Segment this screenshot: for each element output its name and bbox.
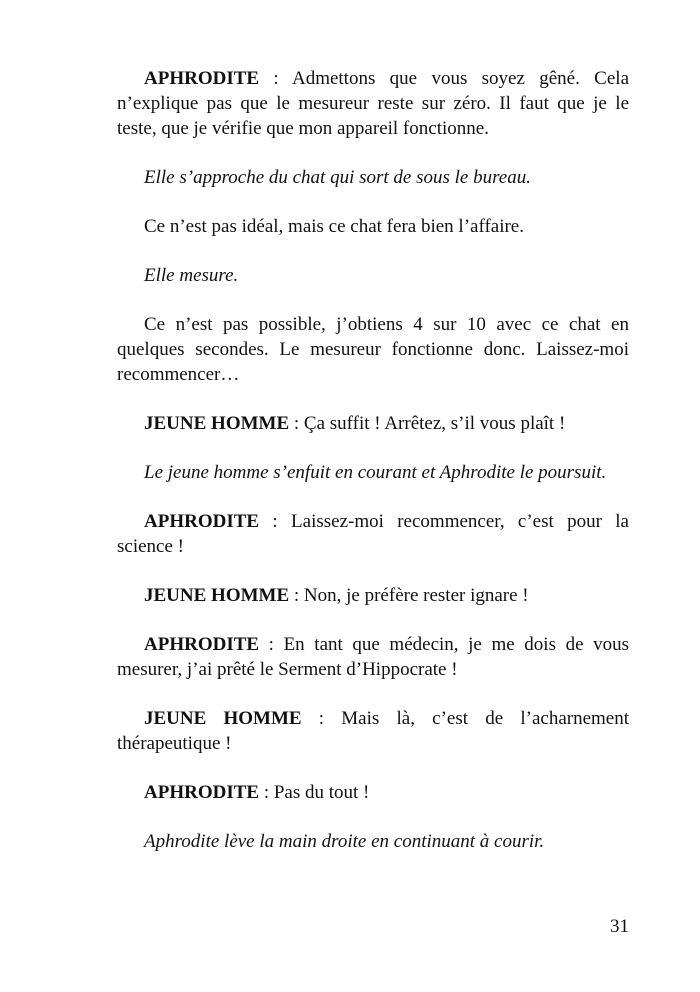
text-paragraph: Ce n’est pas idéal, mais ce chat fera bien l’affaire. xyxy=(144,216,524,237)
dialogue-paragraph xyxy=(117,509,629,559)
dialogue-paragraph xyxy=(117,780,629,805)
dialogue-text: Admettons que vous soyez gêné. Cela n’explique pas que le mesureur reste sur zéro. Il faut que je le teste, que je vérifie que mon appareil fonctionne. xyxy=(117,68,630,139)
speaker-separator: : xyxy=(289,585,304,606)
dialogue-text: En tant que médecin, je me dois de vous mesurer, j’ai prêté le Serment d’Hippocrate ! xyxy=(117,634,630,680)
dialogue-text: Non, je préfère rester ignare ! xyxy=(303,585,529,606)
speaker-name: JEUNE HOMME xyxy=(144,708,302,729)
dialogue-paragraph xyxy=(117,66,629,141)
speaker-separator: : xyxy=(289,413,304,434)
dialogue-paragraph xyxy=(117,583,629,608)
speaker-separator: : xyxy=(259,782,274,803)
speaker-name: JEUNE HOMME xyxy=(144,585,290,606)
dialogue-paragraph xyxy=(117,632,629,682)
stage-direction: Elle s’approche du chat qui sort de sous le bureau. xyxy=(144,167,531,188)
book-page-body xyxy=(117,66,629,878)
dialogue-text: Laissez-moi recommencer, c’est pour la science ! xyxy=(117,511,629,557)
dialogue-text: Mais là, c’est de l’acharnement thérapeutique ! xyxy=(117,708,630,754)
speaker-separator: : xyxy=(301,708,342,729)
speaker-name: APHRODITE xyxy=(144,634,260,655)
speaker-name: APHRODITE xyxy=(144,511,260,532)
stage-direction: Elle mesure. xyxy=(144,265,239,286)
speaker-name: JEUNE HOMME xyxy=(144,413,290,434)
dialogue-text: Ça suffit ! Arrêtez, s’il vous plaît ! xyxy=(303,413,566,434)
stage-direction: Aphrodite lève la main droite en continuant à courir. xyxy=(144,831,545,852)
dialogue-text: Pas du tout ! xyxy=(273,782,370,803)
speaker-separator: : xyxy=(259,634,284,655)
dialogue-paragraph xyxy=(117,706,629,756)
speaker-separator: : xyxy=(259,511,292,532)
dialogue-paragraph xyxy=(117,411,629,436)
page-number: 31 xyxy=(610,916,629,937)
speaker-name: APHRODITE xyxy=(144,68,260,89)
speaker-separator: : xyxy=(259,68,292,89)
speaker-name: APHRODITE xyxy=(144,782,260,803)
text-paragraph: Ce n’est pas possible, j’obtiens 4 sur 10 avec ce chat en quelques secondes. Le mesureur fonctionne donc. Laissez-moi recommencer… xyxy=(117,314,629,385)
stage-direction: Le jeune homme s’enfuit en courant et Aphrodite le poursuit. xyxy=(144,462,607,483)
